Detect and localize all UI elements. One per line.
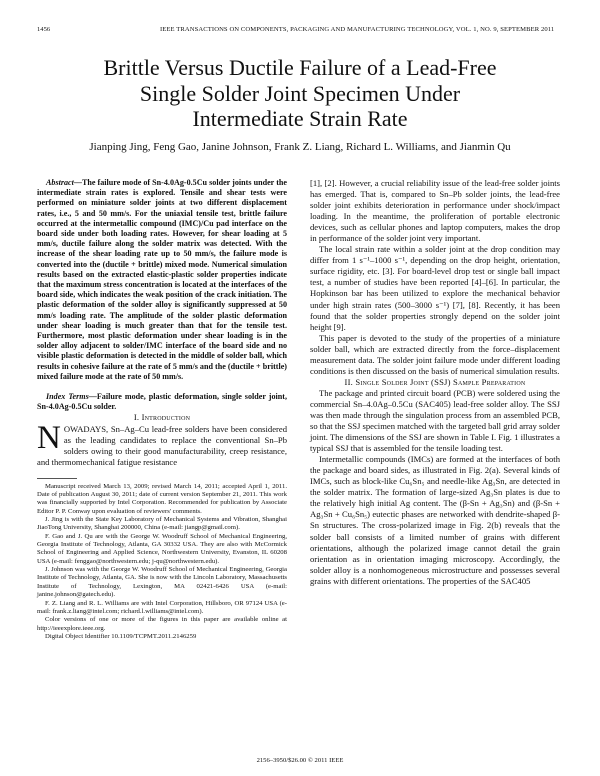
footnote-rule <box>37 478 77 479</box>
footnote-author-jing: J. Jing is with the State Key Laboratory of Mechanical Systems and Vibration, Shanghai JiaoTong University, Shanghai 200000, China (e-mail: jiangp@gmail.com). <box>37 516 287 532</box>
abstract-label: Abstract— <box>46 178 82 187</box>
title-line-1: Brittle Versus Ductile Failure of a Lead-Free <box>103 55 497 80</box>
intro-lead: OWADAYS, <box>63 423 109 434</box>
footnotes <box>37 478 287 642</box>
abstract-text: The failure mode of Sn-4.0Ag-0.5Cu solder joints under the intermediate strain rates is explored. Tensile and shear tests were performed on miniature solder joints at two different displacement rates, i.e., 5 and 50 mm/s. For the uniaxial tensile test, brittle failure occurred at the intermetallic compound (IMC)/Cu pad interface on the board side under both loading rates. However, for shear loading at 5 mm/s, ductile failure along the solder matrix was detected. With the increase of the shear loading rate up to 50 mm/s, the failure mode is converted into the (ductile + brittle) mixed mode. Numerical simulation results based on the extracted elastic-plastic solder properties indicate that the maximum stress concentration is located at the interfaces of the board side, which indicates the weak position of the crack initiation. The plastic deformation of the solder alloy is significantly suppressed at 50 mm/s loading rate. The amplitude of the solder plastic deformation under shear loading is much greater than that for the tensile test. Furthermore, most plastic deformation under shear loading is in the solder alloy adjacent to solder/IMC interface of the board side and no visible plastic deformation is detected in the middle of solder ball, which results in cohesive failure at the rate of 5 mm/s and the (ductile + brittle) mixed failure mode at the rate of 50 mm/s. <box>37 178 287 381</box>
intro-paragraph-strain-rate: The local strain rate within a solder joint at the drop condition may differ from 1 s⁻¹–1000 s⁻¹, depending on the drop height, orientation, surface rigidity, etc. [3]. For board-level drop test or single ball impact test, a number of studies have been reported [4]–[6]. In particular, the Hopkinson bar has been utilized to explore the mechanical behavior under high strain rates (500–3000 s⁻¹) [7], [8]. Recently, it has been found that the solder properties strongly depend on the solder joint height [9]. <box>310 244 560 332</box>
ssj-paragraph-1: The package and printed circuit board (PCB) were soldered using the commercial Sn–4.0Ag–0.5Cu (SAC405) lead-free solder alloy. The SSJ was then made through the singulation process from an assembled PCB, so that the SSJ specimen matched with the targeted ball grid array solder joint. The dimensions of the SSJ are shown in Table I. Fig. 1 illustrates a typical SSJ that is assembled for the tensile loading test. <box>310 387 560 454</box>
footnote-author-johnson: J. Johnson was with the George W. Woodruff School of Mechanical Engineering, Georgia Institute of Technology, Atlanta, GA. She is now with the Lincoln Laboratory, Massachusetts Institute of Technology, Lexington, MA 02421-6426 USA (e-mail: janine.johnson@gatech.edu). <box>37 566 287 599</box>
section-title-ssj: II. Single Solder Joint (SSJ) Sample Preparation <box>344 376 526 387</box>
footnote-author-liang-williams: F. Z. Liang and R. L. Williams are with Intel Corporation, Hillsboro, OR 97124 USA (e-mail: frank.z.liang@intel.com; richard.l.williams@intel.com). <box>37 599 287 615</box>
right-column <box>310 178 560 587</box>
index-terms-label: Index Terms— <box>46 392 97 402</box>
drop-cap: N <box>37 419 61 456</box>
intro-text: Sn–Ag–Cu lead-free solders have been considered as the leading candidates to replace the conventional Sn–Pb solders owing to their good manufacturability, creep resistance, and thermomechanical fatigue resistance <box>37 423 287 467</box>
footnote-manuscript: Manuscript received March 13, 2009; revised March 14, 2011; accepted April 1, 2011. Date of publication August 30, 2011; date of current version September 21, 2011. This work was financially supported by Intel Corporation. Recommended for publication by Associate Editor P. P. Conway upon evaluation of reviewers' comments. <box>37 482 287 515</box>
abstract <box>37 178 287 382</box>
footnote-doi: Digital Object Identifier 10.1109/TCPMT.2011.2146259 <box>45 632 197 640</box>
ssj-paragraph-2: Intermetallic compounds (IMCs) are formed at the interfaces of both the package and board sides, as illustrated in Fig. 2(a). Several kinds of IMCs, such as block-like Cu₆Sn₅ and needle-like Ag₃Sn, are detected in the solder matrix. The formation of large-sized Ag₃Sn plates is due to the relatively high initial Ag content. The (β-Sn + Ag₃Sn) and (β-Sn + Ag₃Sn + Cu₆Sn₅) eutectic phases are networked with dendrite-shaped β-Sn structures. The cross-polarized image in Fig. 2(b) reveals that the solder ball consists of a limited number of grains with different orientations, although the polarized image cannot detail the grain orientation as in orientation imaging microscopy. Accordingly, the solder alloy is a nonhomogeneous microstructure and possesses several grains with different orientations. The properties of the SAC405 <box>310 454 560 586</box>
intro-continuation: [1], [2]. However, a crucial reliability issue of the lead-free solder joints has emerged. That is, compared to Sn–Pb solder joints, the lead-free solder joint exhibits deterioration in performance under shock/impact loading. In the meantime, the proliferation of portable electronic devices, such as cellular phones and laptop computers, makes the drop in performance of the solder joint very important. <box>310 178 560 244</box>
author-list: Jianping Jing, Feng Gao, Janine Johnson, Frank Z. Liang, Richard L. Williams, and Jianmin Qu <box>89 141 511 153</box>
paper-title <box>40 55 560 132</box>
section-title-introduction: I. Introduction <box>133 412 191 423</box>
left-column <box>37 178 287 641</box>
page-number: 1456 <box>37 26 51 33</box>
index-terms <box>37 392 287 412</box>
title-line-2: Single Solder Joint Specimen Under <box>139 80 461 106</box>
footnote-color-versions: Color versions of one or more of the figures in this paper are available online at http://ieeexplore.ieee.org. <box>37 616 287 632</box>
copyright-footer: 2156–3950/$26.00 © 2011 IEEE <box>256 757 344 764</box>
running-header: IEEE TRANSACTIONS ON COMPONENTS, PACKAGING AND MANUFACTURING TECHNOLOGY, VOL. 1, NO. 9, SEPTEMBER 2011 <box>160 26 555 33</box>
intro-paragraph <box>37 419 287 468</box>
title-line-3: Intermediate Strain Rate <box>192 106 408 131</box>
index-terms-text: Failure mode, plastic deformation, single solder joint, Sn-4.0Ag-0.5Cu solder. <box>37 392 287 412</box>
footnote-author-gao-qu: F. Gao and J. Qu are with the George W. Woodruff School of Mechanical Engineering, Georgia Institute of Technology, Atlanta, GA 30332 USA. They are also with McCormick School of Engineering and Applied Science, Northwestern University, Evanston, IL 60208 USA (e-mail: fenggao@northwestern.edu; j-qu@northwestern.edu). <box>37 532 287 565</box>
intro-paragraph-purpose: This paper is devoted to the study of the properties of a miniature solder ball, which are extracted directly from the force–displacement measurement data. The solder joint failure mode under different loading conditions is then discussed on the basis of numerical simulation results. <box>310 332 560 376</box>
